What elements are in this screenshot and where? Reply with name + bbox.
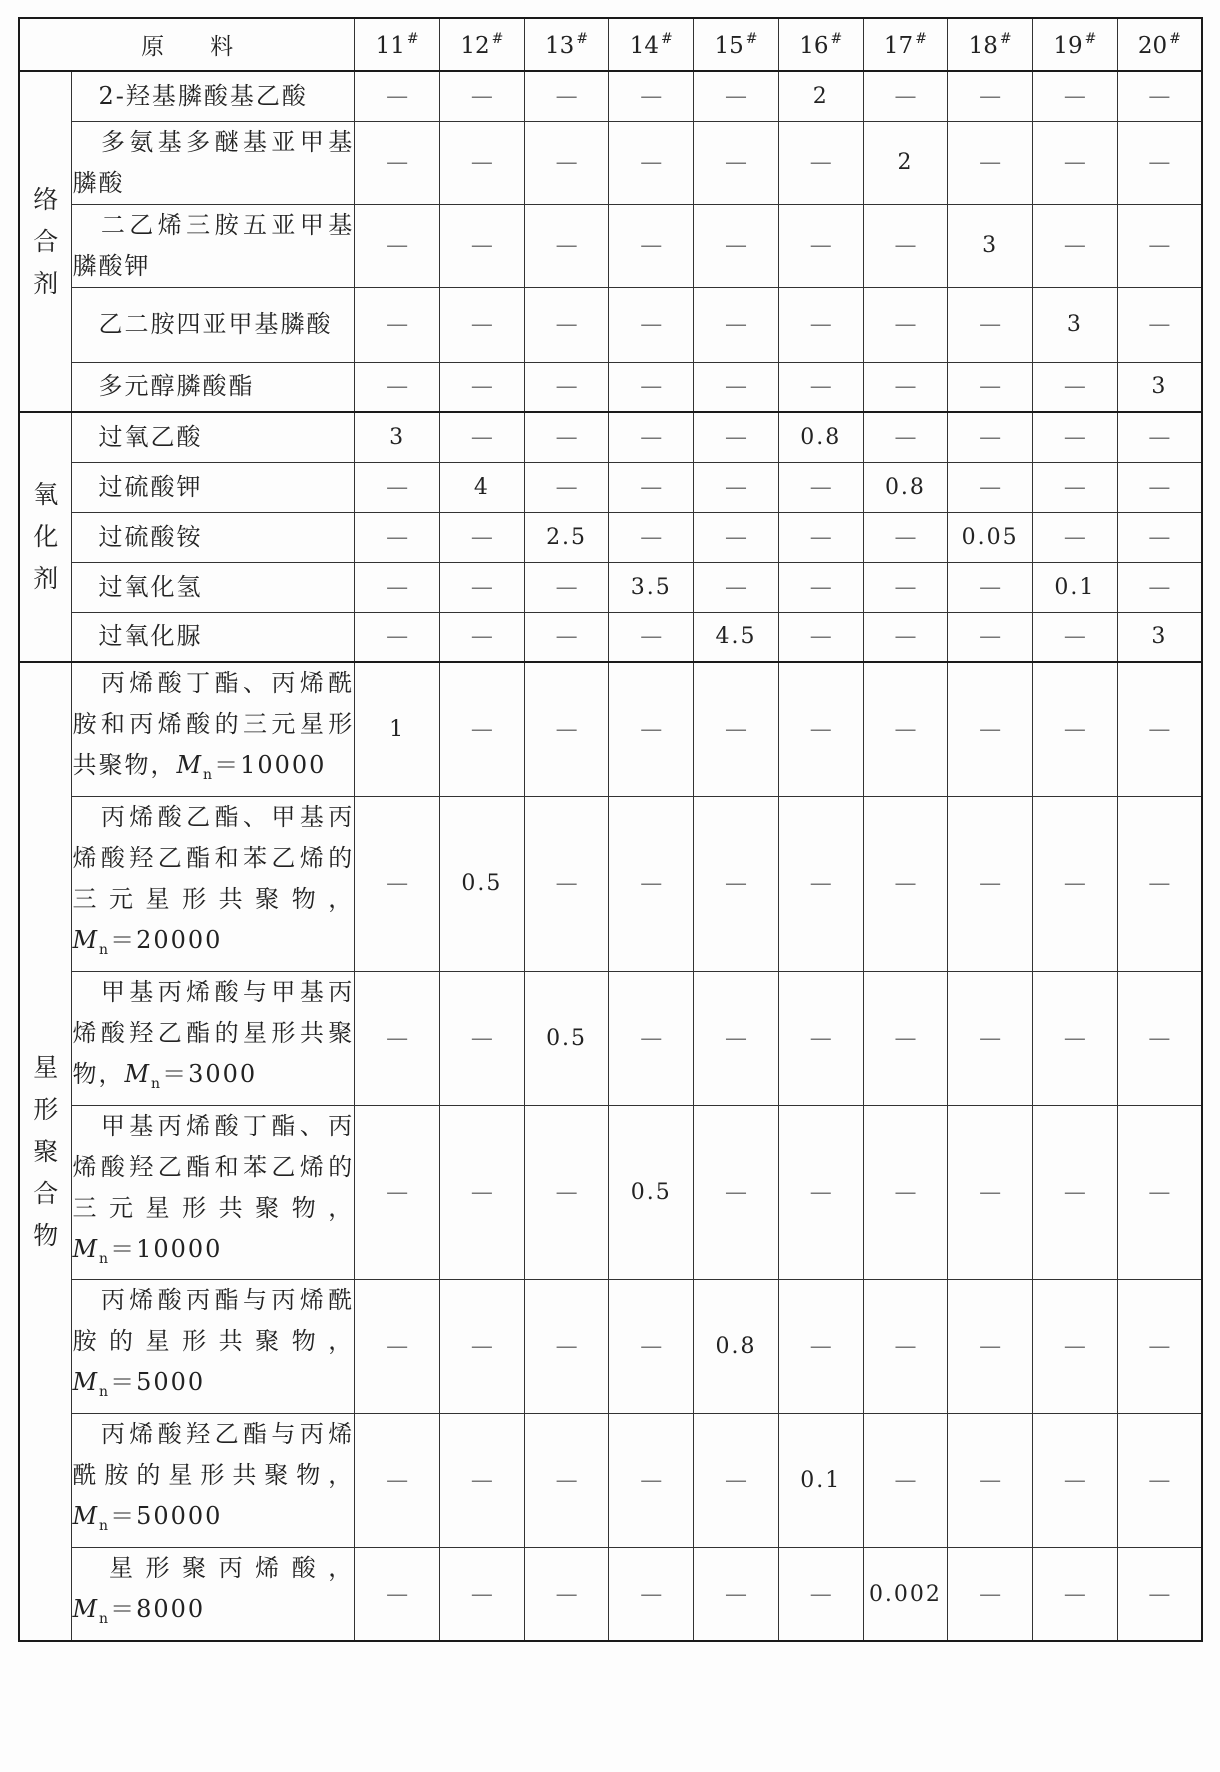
material-name: 星形聚丙烯酸， — [98, 1554, 355, 1583]
value-cell: 0.1 — [1033, 562, 1118, 612]
formulation-table — [18, 17, 1203, 1642]
value-cell: — — [948, 1280, 1033, 1414]
value-cell: — — [948, 971, 1033, 1105]
value-cell: — — [1117, 562, 1202, 612]
value-cell: — — [694, 796, 779, 971]
mn-equals: ＝ — [110, 1502, 137, 1531]
material-cell — [72, 1414, 355, 1548]
value-cell: — — [439, 662, 524, 796]
value-cell: — — [1033, 121, 1118, 204]
sample-number: 19 — [1053, 32, 1083, 59]
value-cell: — — [524, 204, 609, 287]
value-cell: — — [863, 362, 948, 412]
sample-number: 11 — [375, 32, 405, 59]
value-cell: — — [694, 662, 779, 796]
value-cell: — — [524, 1414, 609, 1548]
value-cell: 0.5 — [524, 971, 609, 1105]
value-cell: 0.8 — [694, 1280, 779, 1414]
value-cell: — — [609, 71, 694, 121]
value-cell: — — [694, 1105, 779, 1280]
value-cell: 3 — [1117, 612, 1202, 662]
value-cell: — — [439, 1414, 524, 1548]
value-cell: — — [778, 612, 863, 662]
value-cell: — — [609, 512, 694, 562]
sample-header — [439, 18, 524, 71]
sample-header — [948, 18, 1033, 71]
sample-number: 14 — [629, 32, 660, 59]
table-row — [19, 1414, 1202, 1548]
table-row — [19, 971, 1202, 1105]
value-cell: — — [863, 662, 948, 796]
value-cell: — — [1033, 412, 1118, 462]
value-cell: — — [524, 612, 609, 662]
value-cell: — — [524, 1280, 609, 1414]
value-cell: — — [863, 796, 948, 971]
value-cell: — — [778, 1105, 863, 1280]
value-cell: — — [524, 287, 609, 362]
molecular-weight — [124, 1059, 258, 1092]
value-cell: — — [439, 562, 524, 612]
mn-equals: ＝ — [110, 1234, 137, 1263]
sample-header — [694, 18, 779, 71]
value-cell: — — [355, 562, 440, 612]
material-cell — [72, 662, 355, 796]
value-cell: — — [778, 204, 863, 287]
value-cell: — — [863, 1414, 948, 1548]
value-cell: 2 — [863, 121, 948, 204]
value-cell: — — [609, 121, 694, 204]
value-cell: — — [355, 971, 440, 1105]
value-cell: — — [609, 971, 694, 1105]
material-cell — [72, 287, 355, 362]
table-row — [19, 1105, 1202, 1280]
value-cell: — — [1117, 971, 1202, 1105]
group-label — [19, 412, 72, 662]
value-cell: — — [778, 796, 863, 971]
value-cell: 0.8 — [863, 462, 948, 512]
value-cell: — — [694, 1548, 779, 1641]
sample-header — [778, 18, 863, 71]
molecular-weight — [72, 1368, 206, 1401]
material-name: 甲基丙烯酸与甲基丙烯酸羟乙酯的星形共聚物， — [72, 977, 355, 1088]
value-cell: — — [694, 562, 779, 612]
mn-value: 20000 — [136, 925, 223, 954]
value-cell: — — [948, 612, 1033, 662]
value-cell: 0.8 — [778, 412, 863, 462]
mn-equals: ＝ — [110, 1595, 137, 1624]
value-cell: — — [439, 204, 524, 287]
mn-symbol: M — [72, 1368, 100, 1397]
material-header — [19, 18, 355, 71]
value-cell: — — [948, 71, 1033, 121]
value-cell: — — [439, 362, 524, 412]
molecular-weight — [72, 1502, 223, 1535]
value-cell: — — [439, 512, 524, 562]
value-cell: — — [1117, 462, 1202, 512]
value-cell: — — [863, 71, 948, 121]
material-name: 过硫酸钾 — [98, 472, 203, 501]
value-cell: 2 — [778, 71, 863, 121]
value-cell: — — [778, 1280, 863, 1414]
mn-subscript: n — [99, 1518, 111, 1535]
value-cell: — — [524, 1105, 609, 1280]
value-cell: — — [439, 287, 524, 362]
table-row — [19, 612, 1202, 662]
value-cell: 0.5 — [609, 1105, 694, 1280]
value-cell: — — [355, 1280, 440, 1414]
value-cell: — — [1033, 1548, 1118, 1641]
mn-equals: ＝ — [214, 751, 241, 779]
value-cell: — — [1117, 512, 1202, 562]
mn-subscript: n — [203, 766, 215, 783]
mn-value: 8000 — [136, 1595, 206, 1624]
value-cell: — — [948, 1414, 1033, 1548]
mn-symbol: M — [124, 1059, 152, 1088]
molecular-weight — [72, 925, 223, 958]
value-cell: — — [948, 796, 1033, 971]
value-cell: 0.5 — [439, 796, 524, 971]
value-cell: — — [1033, 71, 1118, 121]
value-cell: — — [948, 1548, 1033, 1641]
value-cell: — — [1117, 287, 1202, 362]
material-cell — [72, 71, 355, 121]
value-cell: — — [439, 612, 524, 662]
value-cell: — — [355, 512, 440, 562]
material-name: 2-羟基膦酸基乙酸 — [98, 81, 308, 110]
value-cell: — — [609, 412, 694, 462]
value-cell: — — [609, 362, 694, 412]
value-cell: — — [778, 121, 863, 204]
sample-mark: # — [406, 30, 419, 47]
material-cell — [72, 612, 355, 662]
mn-subscript: n — [99, 941, 111, 958]
value-cell: — — [863, 287, 948, 362]
value-cell: — — [355, 71, 440, 121]
material-name: 多元醇膦酸酯 — [98, 372, 255, 401]
mn-equals: ＝ — [110, 925, 137, 954]
value-cell: — — [863, 971, 948, 1105]
value-cell: — — [609, 287, 694, 362]
header-row — [19, 18, 1202, 71]
material-cell — [72, 204, 355, 287]
value-cell: — — [1117, 1548, 1202, 1641]
value-cell: 0.1 — [778, 1414, 863, 1548]
group-label-text: 星形聚合物 — [33, 1052, 59, 1250]
value-cell: — — [1033, 612, 1118, 662]
value-cell: 0.002 — [863, 1548, 948, 1641]
table-row — [19, 562, 1202, 612]
value-cell: — — [609, 1414, 694, 1548]
value-cell: — — [694, 462, 779, 512]
value-cell: — — [524, 662, 609, 796]
value-cell: — — [1033, 512, 1118, 562]
value-cell: 3 — [355, 412, 440, 462]
value-cell: — — [439, 71, 524, 121]
value-cell: — — [694, 121, 779, 204]
mn-subscript: n — [99, 1611, 111, 1628]
value-cell: 0.05 — [948, 512, 1033, 562]
mn-value: 3000 — [188, 1059, 258, 1088]
mn-symbol: M — [72, 925, 100, 954]
value-cell: — — [609, 612, 694, 662]
sample-number: 16 — [799, 32, 829, 59]
value-cell: — — [609, 662, 694, 796]
sample-number: 15 — [714, 32, 744, 59]
group-label — [19, 71, 72, 412]
sample-mark: # — [999, 30, 1012, 47]
table-row — [19, 204, 1202, 287]
material-cell — [72, 512, 355, 562]
value-cell: — — [1117, 796, 1202, 971]
table-row — [19, 796, 1202, 971]
sample-header — [355, 18, 440, 71]
value-cell: — — [609, 1548, 694, 1641]
mn-value: 10000 — [136, 1234, 223, 1263]
value-cell: — — [609, 462, 694, 512]
value-cell: — — [1033, 204, 1118, 287]
material-name: 丙烯酸丁酯、丙烯酰胺和丙烯酸的三元星形共聚物， — [72, 669, 355, 779]
sample-mark: # — [915, 30, 927, 47]
sample-number: 13 — [545, 32, 575, 59]
mn-subscript: n — [99, 1250, 111, 1267]
table-row — [19, 121, 1202, 204]
value-cell: — — [694, 204, 779, 287]
material-cell — [72, 412, 355, 462]
mn-equals: ＝ — [162, 1059, 189, 1088]
material-name: 乙二胺四亚甲基膦酸 — [98, 310, 333, 338]
sample-header — [1117, 18, 1202, 71]
material-name: 多氨基多醚基亚甲基膦酸 — [72, 127, 355, 197]
value-cell: — — [948, 287, 1033, 362]
table-row — [19, 1280, 1202, 1414]
value-cell: — — [694, 1414, 779, 1548]
sample-header — [863, 18, 948, 71]
value-cell: — — [355, 1414, 440, 1548]
sample-mark: # — [1169, 30, 1181, 47]
value-cell: — — [694, 71, 779, 121]
sample-header — [1033, 18, 1118, 71]
material-name: 丙烯酸乙酯、甲基丙烯酸羟乙酯和苯乙烯的三元星形共聚物， — [72, 802, 355, 913]
value-cell: — — [1033, 462, 1118, 512]
value-cell: 3 — [1117, 362, 1202, 412]
value-cell: — — [778, 562, 863, 612]
sample-mark: # — [1084, 30, 1097, 47]
material-name: 丙烯酸羟乙酯与丙烯酰胺的星形共聚物， — [72, 1420, 355, 1490]
sample-header — [609, 18, 694, 71]
mn-symbol: M — [176, 751, 204, 779]
value-cell: — — [524, 121, 609, 204]
value-cell: — — [524, 796, 609, 971]
value-cell: — — [1033, 971, 1118, 1105]
sample-mark: # — [830, 30, 843, 47]
value-cell: — — [778, 512, 863, 562]
value-cell: — — [609, 1280, 694, 1414]
value-cell: — — [1117, 121, 1202, 204]
group-label-text: 络合剂 — [33, 184, 59, 298]
value-cell: — — [1033, 1414, 1118, 1548]
sample-number: 12 — [460, 32, 490, 59]
value-cell: — — [1117, 1280, 1202, 1414]
table-row — [19, 512, 1202, 562]
molecular-weight — [72, 1234, 223, 1267]
mn-subscript: n — [99, 1384, 111, 1401]
value-cell: — — [1117, 412, 1202, 462]
value-cell: — — [1033, 662, 1118, 796]
value-cell: — — [355, 362, 440, 412]
sample-mark: # — [576, 30, 589, 47]
sample-mark: # — [745, 30, 758, 47]
value-cell: — — [524, 71, 609, 121]
value-cell: — — [355, 796, 440, 971]
value-cell: — — [694, 512, 779, 562]
value-cell: — — [1117, 71, 1202, 121]
value-cell: — — [439, 412, 524, 462]
value-cell: — — [778, 287, 863, 362]
mn-subscript: n — [151, 1075, 163, 1092]
value-cell: — — [778, 971, 863, 1105]
value-cell: — — [1033, 1105, 1118, 1280]
table-row — [19, 1548, 1202, 1641]
value-cell: — — [948, 362, 1033, 412]
value-cell: — — [439, 121, 524, 204]
material-cell — [72, 1105, 355, 1280]
table-row — [19, 362, 1202, 412]
material-name: 甲基丙烯酸丁酯、丙烯酸羟乙酯和苯乙烯的三元星形共聚物， — [72, 1111, 355, 1222]
value-cell: — — [524, 462, 609, 512]
value-cell: — — [694, 287, 779, 362]
value-cell: 2.5 — [524, 512, 609, 562]
table-body — [19, 71, 1202, 1641]
value-cell: — — [863, 1280, 948, 1414]
value-cell: — — [1117, 1414, 1202, 1548]
value-cell: — — [355, 204, 440, 287]
material-name: 丙烯酸丙酯与丙烯酰胺的星形共聚物， — [72, 1286, 355, 1356]
material-header-char-2: 料 — [210, 34, 234, 60]
mn-symbol: M — [72, 1502, 100, 1531]
table-row — [19, 71, 1202, 121]
sample-mark: # — [491, 30, 504, 47]
material-name: 过氧化脲 — [98, 622, 203, 651]
material-cell — [72, 362, 355, 412]
sample-mark: # — [661, 30, 673, 47]
sample-number: 20 — [1137, 32, 1168, 59]
material-cell — [72, 121, 355, 204]
value-cell: — — [355, 612, 440, 662]
value-cell: — — [778, 662, 863, 796]
mn-value: 5000 — [136, 1368, 206, 1397]
material-cell — [72, 796, 355, 971]
value-cell: 3.5 — [609, 562, 694, 612]
value-cell: — — [694, 362, 779, 412]
value-cell: — — [439, 971, 524, 1105]
material-name: 过硫酸铵 — [98, 522, 203, 551]
value-cell: — — [1033, 362, 1118, 412]
value-cell: — — [778, 1548, 863, 1641]
value-cell: — — [778, 462, 863, 512]
value-cell: — — [439, 1548, 524, 1641]
value-cell: — — [439, 1105, 524, 1280]
value-cell: — — [524, 562, 609, 612]
value-cell: — — [524, 362, 609, 412]
value-cell: — — [355, 287, 440, 362]
value-cell: — — [1117, 662, 1202, 796]
value-cell: — — [609, 796, 694, 971]
group-label-text: 氧化剂 — [33, 480, 59, 593]
molecular-weight — [72, 1595, 206, 1628]
value-cell: — — [524, 1548, 609, 1641]
value-cell: — — [694, 971, 779, 1105]
value-cell: — — [355, 1105, 440, 1280]
sample-number: 17 — [883, 32, 914, 59]
table-row — [19, 412, 1202, 462]
material-name: 二乙烯三胺五亚甲基膦酸钾 — [72, 210, 355, 280]
mn-equals: ＝ — [110, 1368, 137, 1397]
value-cell: 4 — [439, 462, 524, 512]
value-cell: — — [948, 462, 1033, 512]
value-cell: 1 — [355, 662, 440, 796]
value-cell: 3 — [948, 204, 1033, 287]
material-cell — [72, 1280, 355, 1414]
material-cell — [72, 1548, 355, 1641]
value-cell: — — [778, 362, 863, 412]
value-cell: — — [609, 204, 694, 287]
value-cell: — — [1117, 204, 1202, 287]
value-cell: — — [948, 121, 1033, 204]
material-cell — [72, 562, 355, 612]
value-cell: — — [439, 1280, 524, 1414]
value-cell: — — [524, 412, 609, 462]
material-cell — [72, 462, 355, 512]
value-cell: — — [948, 562, 1033, 612]
mn-symbol: M — [72, 1234, 100, 1263]
table-row — [19, 662, 1202, 796]
table-row — [19, 287, 1202, 362]
value-cell: — — [863, 1105, 948, 1280]
value-cell: — — [863, 562, 948, 612]
material-name: 过氧乙酸 — [98, 422, 203, 451]
material-cell — [72, 971, 355, 1105]
material-name: 过氧化氢 — [98, 572, 203, 601]
value-cell: — — [694, 412, 779, 462]
sample-header — [524, 18, 609, 71]
value-cell: — — [1033, 796, 1118, 971]
material-header-char-1: 原 — [141, 34, 165, 60]
value-cell: — — [948, 662, 1033, 796]
value-cell: — — [355, 1548, 440, 1641]
mn-value: 50000 — [136, 1502, 223, 1531]
value-cell: — — [948, 412, 1033, 462]
value-cell: — — [863, 512, 948, 562]
value-cell: — — [1117, 1105, 1202, 1280]
value-cell: — — [355, 462, 440, 512]
mn-symbol: M — [72, 1595, 100, 1624]
group-label — [19, 662, 72, 1641]
value-cell: — — [948, 1105, 1033, 1280]
value-cell: — — [863, 612, 948, 662]
molecular-weight — [176, 751, 327, 783]
value-cell: — — [1033, 1280, 1118, 1414]
sample-number: 18 — [968, 32, 998, 59]
table-row — [19, 462, 1202, 512]
value-cell: — — [863, 204, 948, 287]
value-cell: 3 — [1033, 287, 1118, 362]
value-cell: — — [863, 412, 948, 462]
value-cell: 4.5 — [694, 612, 779, 662]
mn-value: 10000 — [240, 751, 327, 779]
value-cell: — — [355, 121, 440, 204]
